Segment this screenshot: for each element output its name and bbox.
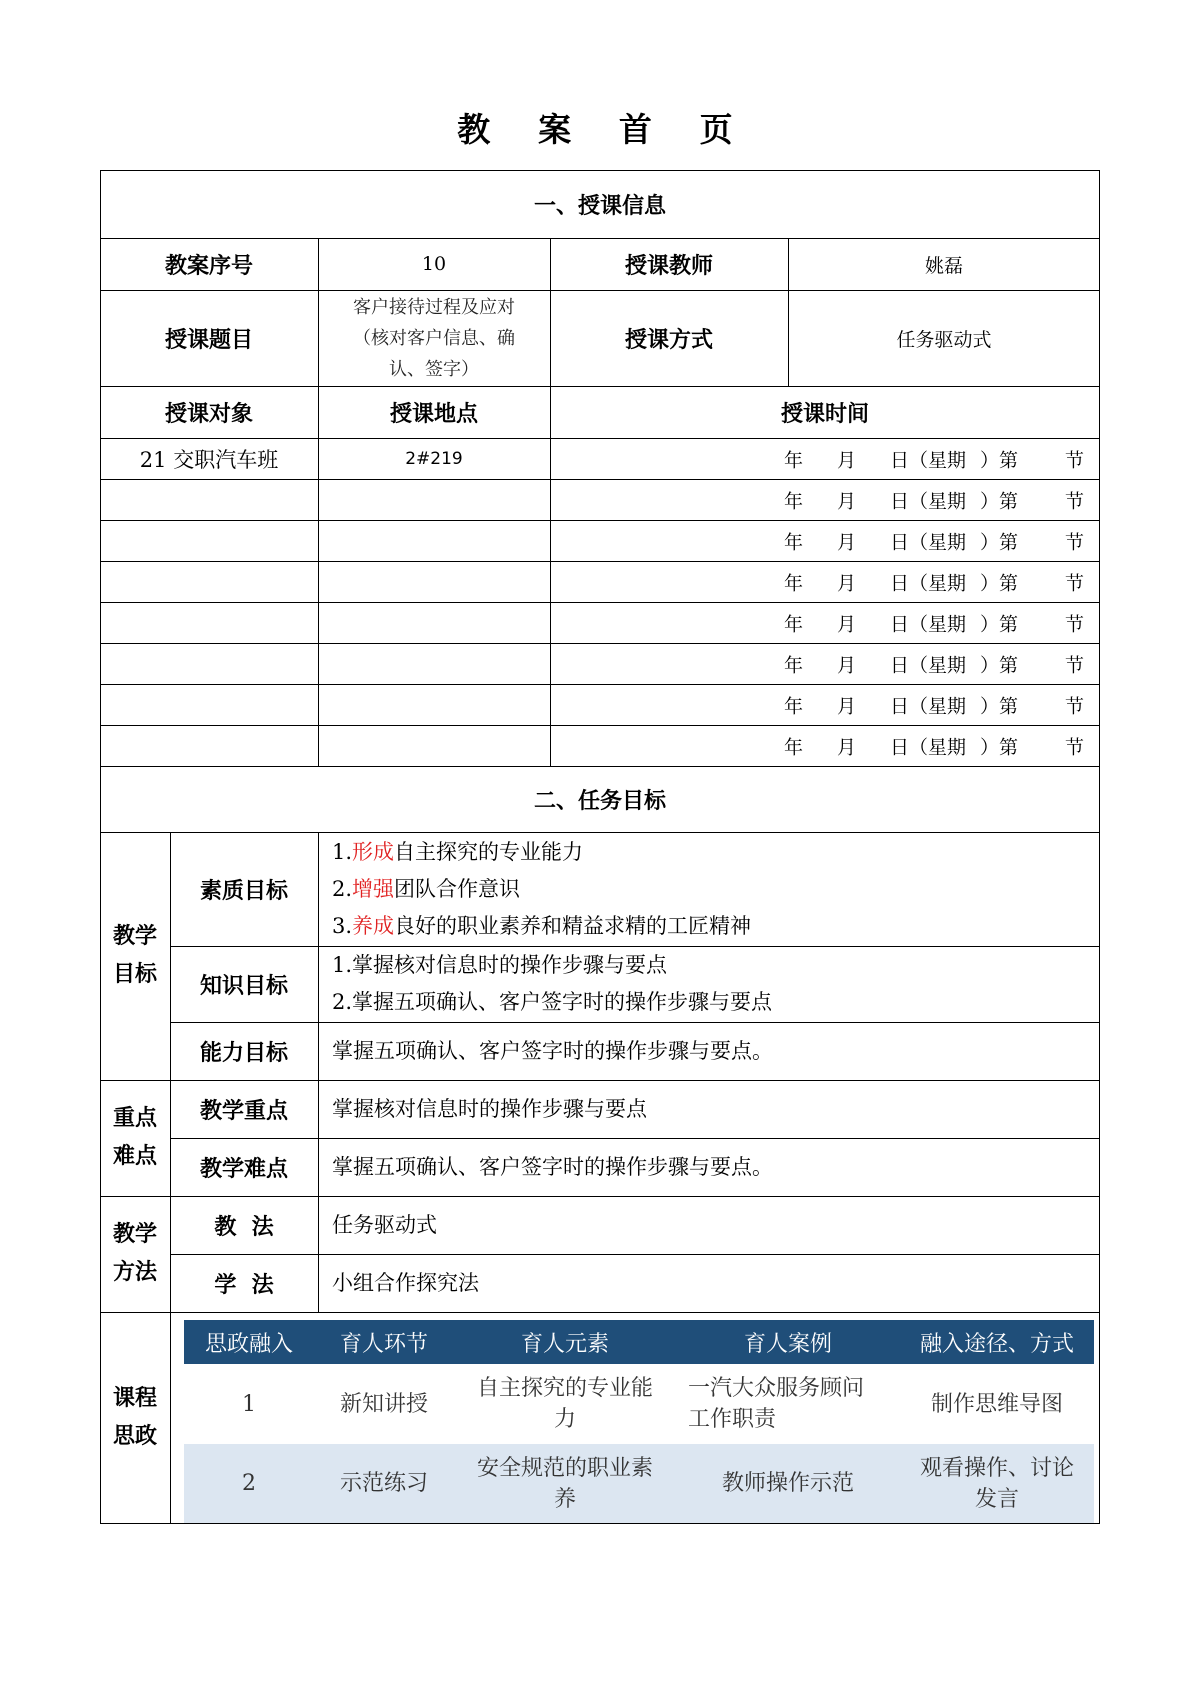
- quality-goal-item: [332, 908, 751, 945]
- time-month: 月: [837, 449, 857, 472]
- time-month: 月: [837, 490, 857, 513]
- learn-method-text: 小组合作探究法: [332, 1270, 479, 1295]
- schedule-target: [100, 684, 318, 725]
- ideology-element: [454, 1364, 676, 1444]
- schedule-target: [100, 520, 318, 561]
- group-label-line: 重点: [112, 1106, 157, 1131]
- way-line: 发言: [974, 1486, 1019, 1512]
- quality-goal-item: [332, 871, 520, 908]
- quality-goal-list: [318, 832, 1100, 946]
- topic-label: 授课题目: [164, 327, 253, 353]
- time-close: ）第: [980, 490, 1019, 513]
- schedule-target: [100, 602, 318, 643]
- key-point-text: 掌握核对信息时的操作步骤与要点: [332, 1096, 647, 1121]
- element-line: 力: [553, 1407, 576, 1432]
- schedule-place: 2#219: [405, 448, 463, 469]
- time-year: 年: [784, 695, 804, 718]
- schedule-target: [100, 643, 318, 684]
- item-number: 1.: [332, 839, 353, 864]
- key-point-label: 教学重点: [199, 1098, 288, 1124]
- schedule-target: 21 交职汽车班: [139, 447, 279, 472]
- time-close: ）第: [980, 736, 1019, 759]
- schedule-target: [100, 479, 318, 520]
- schedule-place: [318, 643, 550, 684]
- time-day: 日（星期: [890, 572, 967, 595]
- col-divider: [788, 238, 789, 386]
- table-border-bottom: [100, 1523, 1100, 1524]
- case-line: 工作职责: [688, 1407, 777, 1432]
- topic-line: 认、签字）: [389, 358, 479, 380]
- time-year: 年: [784, 736, 804, 759]
- schedule-time: [784, 523, 1088, 559]
- group-label-line: 课程: [112, 1385, 157, 1411]
- divider: [100, 1312, 1100, 1313]
- time-day: 日（星期: [890, 490, 967, 513]
- item-highlight: 形成: [352, 839, 395, 864]
- schedule-target: [100, 561, 318, 602]
- item-number: 2.: [332, 876, 353, 901]
- time-day: 日（星期: [890, 531, 967, 554]
- schedule-place: [318, 479, 550, 520]
- schedule-time: [784, 605, 1088, 641]
- section-heading-teaching-info: 一、授课信息: [533, 193, 666, 219]
- time-year: 年: [784, 490, 804, 513]
- topic-line: 客户接待过程及应对: [353, 296, 515, 318]
- group-label-line: 教学: [112, 924, 157, 949]
- ideology-way: 制作思维导图: [930, 1391, 1063, 1417]
- time-month: 月: [837, 654, 857, 677]
- mode-label: 授课方式: [624, 327, 713, 353]
- teacher-value: 姚磊: [924, 254, 963, 277]
- ideology-no: 1: [242, 1391, 256, 1417]
- teach-method-text: 任务驱动式: [332, 1212, 437, 1237]
- group-label-ideology: [100, 1312, 170, 1523]
- group-label-line: 方法: [112, 1260, 157, 1285]
- serial-label: 教案序号: [164, 253, 253, 279]
- ideology-case: 教师操作示范: [721, 1471, 854, 1496]
- item-highlight: 养成: [352, 913, 395, 938]
- ideology-header: 育人环节: [314, 1320, 454, 1364]
- knowledge-goal-item: 2.掌握五项确认、客户签字时的操作步骤与要点: [332, 990, 773, 1014]
- place-label: 授课地点: [389, 401, 478, 427]
- knowledge-goal-item: 1.掌握核对信息时的操作步骤与要点: [332, 953, 668, 977]
- group-label-line: 教学: [112, 1222, 157, 1247]
- time-section: 节: [1065, 490, 1085, 513]
- ability-goal-label: 能力目标: [199, 1040, 288, 1066]
- time-section: 节: [1065, 572, 1085, 595]
- schedule-place: [318, 684, 550, 725]
- time-close: ）第: [980, 531, 1019, 554]
- mode-value: 任务驱动式: [896, 328, 992, 351]
- ideology-case: [676, 1364, 900, 1444]
- item-text: 团队合作意识: [394, 876, 521, 901]
- case-line: 一汽大众服务顾问: [688, 1376, 865, 1401]
- schedule-place: [318, 602, 550, 643]
- ideology-no: 2: [242, 1471, 256, 1496]
- time-close: ）第: [980, 449, 1019, 472]
- serial-value: 10: [421, 253, 447, 275]
- quality-goal-label: 素质目标: [199, 878, 288, 904]
- schedule-time: [784, 687, 1088, 723]
- time-year: 年: [784, 531, 804, 554]
- col-divider: [550, 238, 551, 766]
- ideology-header: 育人元素: [454, 1320, 676, 1364]
- ability-goal-text: 掌握五项确认、客户签字时的操作步骤与要点。: [332, 1038, 773, 1063]
- schedule-time: [784, 728, 1088, 764]
- ideology-stage: 新知讲授: [339, 1391, 428, 1417]
- ideology-way: [900, 1444, 1094, 1523]
- schedule-place: [318, 520, 550, 561]
- group-label-line: 思政: [112, 1423, 157, 1449]
- time-month: 月: [837, 695, 857, 718]
- time-day: 日（星期: [890, 613, 967, 636]
- time-day: 日（星期: [890, 654, 967, 677]
- item-number: 3.: [332, 913, 353, 938]
- time-section: 节: [1065, 654, 1085, 677]
- ideology-header: 思政融入: [184, 1320, 314, 1364]
- teacher-label: 授课教师: [624, 253, 713, 279]
- time-year: 年: [784, 572, 804, 595]
- item-text: 自主探究的专业能力: [394, 839, 584, 864]
- time-close: ）第: [980, 572, 1019, 595]
- schedule-time: [784, 441, 1088, 477]
- ideology-element: [454, 1444, 676, 1523]
- time-year: 年: [784, 449, 804, 472]
- time-year: 年: [784, 613, 804, 636]
- schedule-time: [784, 646, 1088, 682]
- group-label-methods: [100, 1196, 170, 1312]
- time-month: 月: [837, 531, 857, 554]
- time-close: ）第: [980, 613, 1019, 636]
- time-section: 节: [1065, 449, 1085, 472]
- page-title: 教 案 首 页: [457, 110, 751, 149]
- teach-method-label: 教 法: [214, 1214, 274, 1240]
- time-day: 日（星期: [890, 695, 967, 718]
- quality-goal-item: [332, 834, 583, 871]
- schedule-time: [784, 482, 1088, 518]
- item-text: 良好的职业素养和精益求精的工匠精神: [394, 913, 752, 938]
- time-section: 节: [1065, 695, 1085, 718]
- learn-method-label: 学 法: [214, 1272, 274, 1298]
- element-line: 养: [553, 1486, 576, 1512]
- ideology-stage: 示范练习: [339, 1471, 428, 1496]
- topic-line: （核对客户信息、确: [353, 327, 515, 349]
- target-label: 授课对象: [164, 401, 253, 427]
- time-month: 月: [837, 572, 857, 595]
- time-year: 年: [784, 654, 804, 677]
- difficult-point-label: 教学难点: [199, 1156, 288, 1182]
- ideology-header: 育人案例: [676, 1320, 900, 1364]
- time-label: 授课时间: [780, 401, 869, 427]
- knowledge-goal-list: [318, 946, 1100, 1022]
- ideology-header: 融入途径、方式: [900, 1320, 1094, 1364]
- time-close: ）第: [980, 695, 1019, 718]
- topic-value: [318, 290, 550, 386]
- schedule-target: [100, 725, 318, 766]
- time-day: 日（星期: [890, 736, 967, 759]
- schedule-place: [318, 561, 550, 602]
- element-line: 自主探究的专业能: [476, 1376, 653, 1401]
- time-close: ）第: [980, 654, 1019, 677]
- time-month: 月: [837, 613, 857, 636]
- time-section: 节: [1065, 613, 1085, 636]
- schedule-time: [784, 564, 1088, 600]
- group-label-key-difficult: [100, 1080, 170, 1196]
- item-highlight: 增强: [352, 876, 395, 901]
- group-label-line: 难点: [112, 1144, 157, 1169]
- time-month: 月: [837, 736, 857, 759]
- group-label-teaching-goals: [100, 832, 170, 1080]
- difficult-point-text: 掌握五项确认、客户签字时的操作步骤与要点。: [332, 1154, 773, 1179]
- group-label-line: 目标: [112, 962, 157, 987]
- knowledge-goal-label: 知识目标: [199, 973, 288, 999]
- way-line: 观看操作、讨论: [919, 1455, 1074, 1481]
- time-section: 节: [1065, 531, 1085, 554]
- time-section: 节: [1065, 736, 1085, 759]
- time-day: 日（星期: [890, 449, 967, 472]
- element-line: 安全规范的职业素: [476, 1455, 653, 1481]
- schedule-place: [318, 725, 550, 766]
- section-heading-task-goals: 二、任务目标: [533, 788, 666, 814]
